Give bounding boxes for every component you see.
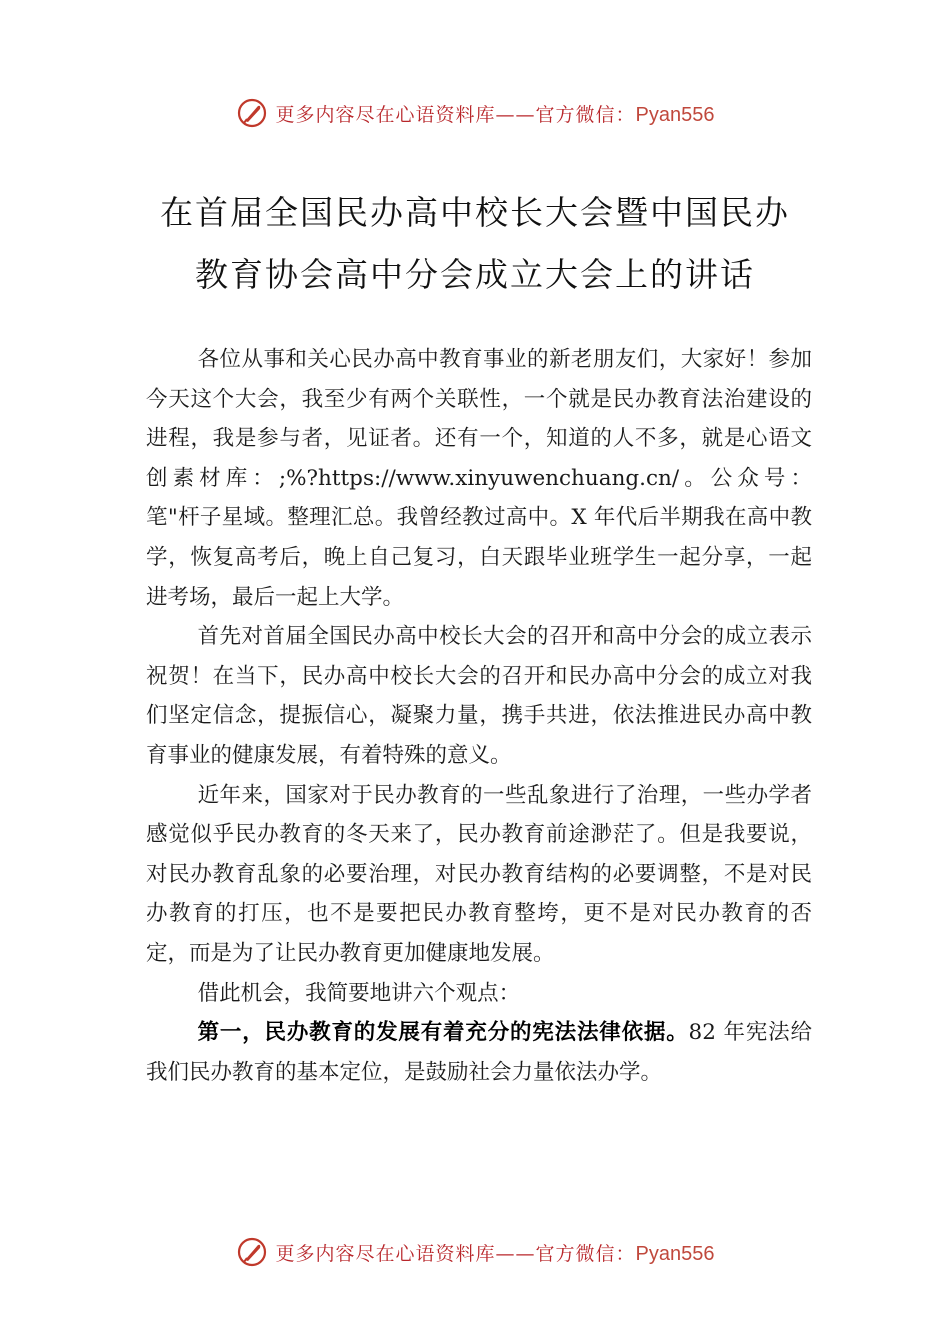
point-one-text: 82 年宪法给我们民办教育的基本定位，是鼓励社会力量依法办学。 xyxy=(146,1020,812,1085)
title-line-1: 在首届全国民办高中校长大会暨中国民办 xyxy=(160,193,790,232)
quill-pen-logo-icon xyxy=(236,97,268,129)
banner-text: 更多内容尽在心语资料库——官方微信：Pyan556 xyxy=(275,1242,715,1265)
header-banner xyxy=(0,93,950,133)
paragraph: 各位从事和关心民办高中教育事业的新老朋友们，大家好！参加今天这个大会，我至少有两个关联性，一个就是民办教育法治建设的进程，我是参与者，见证者。还有一个，知道的人不多，就是心语文创素材库：;%?https://www.xinyuwenchuang.cn/。公众号：笔"杆子星域。整理汇总。我曾经教过高中。X 年代后半期我在高中教学，恢复高考后，晚上自己复习，白天跟毕业班学生一起分享，一起进考场，最后一起上大学。 xyxy=(146,347,812,610)
contact-handle: Pyan556 xyxy=(635,1242,715,1265)
document-body xyxy=(146,340,812,1092)
title-line-2: 教育协会高中分会成立大会上的讲话 xyxy=(195,255,755,294)
contact-handle: Pyan556 xyxy=(635,103,715,126)
footer-banner xyxy=(0,1232,950,1272)
paragraph: 近年来，国家对于民办教育的一些乱象进行了治理，一些办学者感觉似乎民办教育的冬天来了，民办教育前途渺茫了。但是我要说，对民办教育乱象的必要治理，对民办教育结构的必要调整，不是对民办教育的打压，也不是要把民办教育整垮，更不是对民办教育的否定，而是为了让民办教育更加健康地发展。 xyxy=(146,782,812,966)
point-one-heading: 第一，民办教育的发展有着充分的宪法法律依据。 xyxy=(197,1020,689,1046)
quill-pen-logo-icon xyxy=(236,1236,268,1268)
paragraph: 首先对首届全国民办高中校长大会的召开和高中分会的成立表示祝贺！在当下，民办高中校长大会的召开和民办高中分会的成立对我们坚定信念，提振信心，凝聚力量，携手共进，依法推进民办高中教育事业的健康发展，有着特殊的意义。 xyxy=(146,624,812,768)
document-title xyxy=(95,182,855,306)
paragraph: 借此机会，我简要地讲六个观点： xyxy=(197,980,521,1006)
banner-text: 更多内容尽在心语资料库——官方微信：Pyan556 xyxy=(275,103,715,126)
point-one-paragraph xyxy=(146,1013,812,1092)
